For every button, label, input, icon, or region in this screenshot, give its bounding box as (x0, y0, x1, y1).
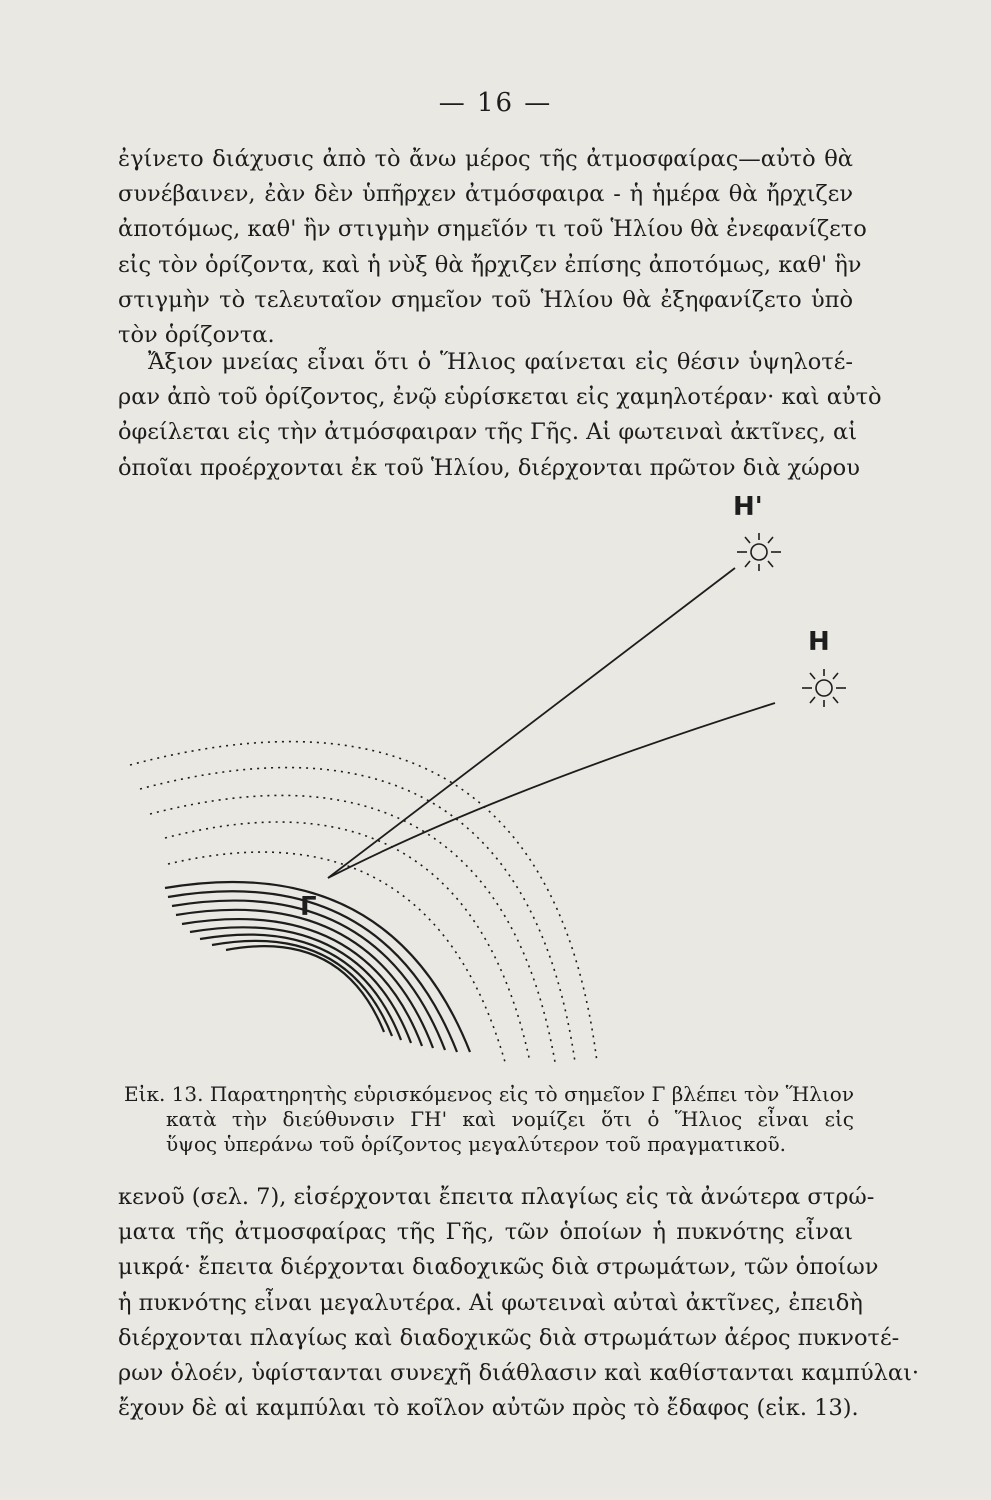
real-sun (802, 669, 846, 707)
light-rays (328, 568, 775, 878)
figure-caption (124, 1082, 854, 1157)
atmosphere-layer (140, 768, 575, 1062)
caption-line: Εἰκ. 13. Παρατηρητὴς εὑρισκόμενος εἰς τὸ σημεῖον Γ βλέπει τὸν Ἥλιον (124, 1082, 854, 1106)
text-line: συνέβαινεν, ἐὰν δὲν ὑπῆρχεν ἀτμόσφαιρα - ἡ ἡμέρα θὰ ἤρχιζεν (118, 181, 853, 208)
text-line: ματα τῆς ἀτμοσφαίρας τῆς Γῆς, τῶν ὁποίων ἡ πυκνότης εἶναι (118, 1219, 853, 1246)
text-line: τὸν ὁρίζοντα. (118, 322, 275, 349)
earth-arc (190, 927, 411, 1043)
text-line: εἰς τὸν ὁρίζοντα, καὶ ἡ νὺξ θὰ ἤρχιζεν ἐπίσης ἀποτόμως, καθ' ἣν (118, 251, 862, 278)
label-observer: Γ (300, 892, 317, 922)
label-apparent-sun: Η' (733, 492, 763, 522)
text-line: ὁποῖαι προέρχονται ἐκ τοῦ Ἡλίου, διέρχονται πρῶτον διὰ χώρου (118, 454, 860, 481)
page-number: — 16 — (438, 88, 553, 118)
text-line: ραν ἀπὸ τοῦ ὁρίζοντος, ἐνῷ εὑρίσκεται εἰς χαμηλοτέραν· καὶ αὐτὸ (118, 384, 882, 411)
text-line: ρων ὁλοέν, ὑφίστανται συνεχῆ διάθλασιν καὶ καθίστανται καμπύλαι· (118, 1360, 920, 1387)
text-line: Ἄξιον μνείας εἶναι ὅτι ὁ Ἥλιος φαίνεται εἰς θέσιν ὑψηλοτέ- (148, 349, 853, 375)
paragraph-3 (118, 1180, 920, 1426)
apparent-sun (737, 533, 781, 571)
earth-arc (182, 919, 422, 1046)
earth-arc (226, 946, 384, 1032)
earth-arc (212, 941, 392, 1036)
text-line: ἐγίνετο διάχυσις ἀπὸ τὸ ἄνω μέρος τῆς ἀτμοσφαίρας—αὐτὸ θὰ (118, 146, 853, 172)
caption-line: ὕψος ὑπεράνω τοῦ ὁρίζοντος μεγαλύτερον τοῦ πραγματικοῦ. (166, 1132, 786, 1156)
sun-icon (816, 680, 832, 696)
atmosphere-layer (165, 822, 530, 1062)
text-line: μικρά· ἔπειτα διέρχονται διαδοχικῶς διὰ στρωμάτων, τῶν ὁποίων (118, 1254, 879, 1281)
label-sun: Η (808, 627, 830, 657)
earth-surface-arcs (165, 882, 470, 1052)
refracted-ray (328, 703, 775, 878)
apparent-direction-line (328, 568, 735, 878)
caption-line: κατὰ τὴν διεύθυνσιν ΓΗ' καὶ νομίζει ὅτι ὁ Ἥλιος εἶναι εἰς (166, 1107, 854, 1131)
text-line: ἡ πυκνότης εἶναι μεγαλυτέρα. Αἱ φωτειναὶ αὐταὶ ἀκτῖνες, ἐπειδὴ (118, 1289, 863, 1316)
text-line: στιγμὴν τὸ τελευταῖον σημεῖον τοῦ Ἡλίου θὰ ἐξηφανίζετο ὑπὸ (118, 286, 853, 313)
text-line: κενοῦ (σελ. 7), εἰσέρχονται ἔπειτα πλαγίως εἰς τὰ ἀνώτερα στρώ- (118, 1184, 875, 1210)
text-line: διέρχονται πλαγίως καὶ διαδοχικῶς διὰ στρωμάτων ἀέρος πυκνοτέ- (118, 1324, 900, 1351)
text-line: ἔχουν δὲ αἱ καμπύλαι τὸ κοῖλον αὐτῶν πρὸς τὸ ἔδαφος (εἰκ. 13). (118, 1395, 859, 1422)
sun-icon (751, 544, 767, 560)
text-line: ὀφείλεται εἰς τὴν ἀτμόσφαιραν τῆς Γῆς. Αἱ φωτειναὶ ἀκτῖνες, αἱ (118, 419, 858, 446)
text-line: ἀποτόμως, καθ' ἣν στιγμὴν σημεῖόν τι τοῦ Ἡλίου θὰ ἐνεφανίζετο (118, 216, 867, 243)
